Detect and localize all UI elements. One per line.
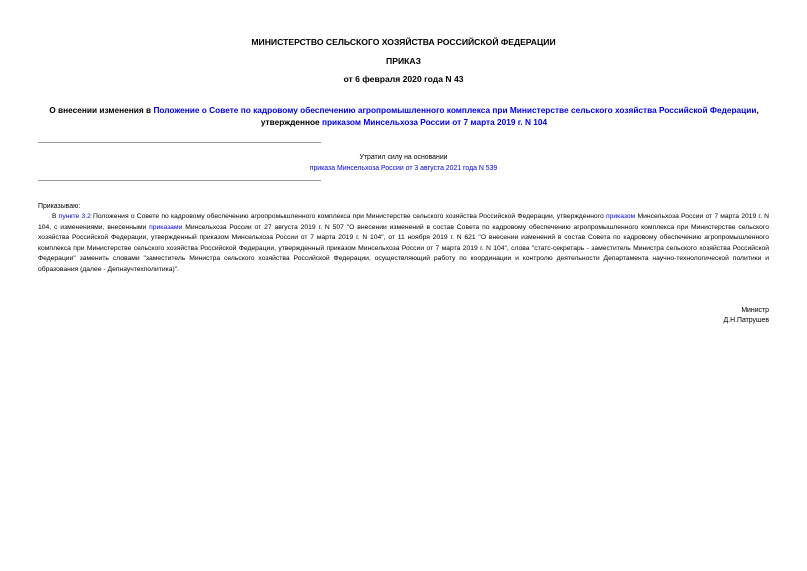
clause-3-2-link[interactable]: пункте 3.2 <box>58 213 91 220</box>
order-paragraph <box>38 212 769 276</box>
paragraph-text-4: Минсельхоза России от 27 августа 2019 г. N 507 "О внесении изменений в состав Совета по кадровому обеспечению агропромышленного комплекса при Министерстве сельского хозяйства Российской Федерации, утвержденный приказом Минсельхоза России от 7 марта 2019 г. N 104", от 11 ноября 2019 г. N 621 "О внесении изменений в состав Совета по кадровому обеспечению агропромышленного комплекса при Министерстве сельского хозяйства Российской Федерации, утвержденный приказом Минсельхоза России от 7 марта 2019 г. N 104", слова "статс-секретарь - заместитель Министра сельского хозяйства Российской Федерации" заменить словами "заместитель Министра сельского хозяйства Российской Федерации, осуществляющий работу по координации и контролю деятельности Департамента научно-технологической политики и образования (далее - Депнаучтехполитика)". <box>38 223 769 273</box>
signer-position: Министр <box>741 307 769 314</box>
order-link[interactable]: приказом <box>605 213 636 220</box>
order-intro: Приказываю: <box>38 203 81 210</box>
lost-force-note: Утратил силу на основании <box>359 154 448 161</box>
document-type: ПРИКАЗ <box>386 56 421 66</box>
order-104-link[interactable]: приказом Минсельхоза России от 7 марта 2019 г. N 104 <box>321 117 548 127</box>
divider-bottom <box>38 180 321 181</box>
document-date-number: от 6 февраля 2020 года N 43 <box>343 74 464 84</box>
title-prefix: О внесении изменения в <box>49 105 154 115</box>
title-middle: , утвержденное <box>260 105 759 127</box>
document-title <box>48 104 760 128</box>
ministry-name: МИНИСТЕРСТВО СЕЛЬСКОГО ХОЗЯЙСТВА РОССИЙСКОЙ ФЕДЕРАЦИИ <box>251 37 556 47</box>
lost-force-link[interactable]: приказа Минсельхоза России от 3 августа 2021 года N 539 <box>309 165 498 172</box>
regulation-link[interactable]: Положение о Совете по кадровому обеспечению агропромышленного комплекса при Министерстве сельского хозяйства Российской Федерации <box>153 105 757 115</box>
orders-link[interactable]: приказами <box>149 223 183 231</box>
paragraph-text-1: В <box>52 213 59 220</box>
paragraph-text-3: Минсельхоза России от 7 марта 2019 г. N 104, с изменениями, внесенными <box>38 213 770 231</box>
paragraph-text-2: Положения о Совете по кадровому обеспечению агропромышленного комплекса при Министерстве сельского хозяйства Российской Федерации, утвержденного <box>90 213 606 220</box>
signer-name: Д.Н.Патрушев <box>723 317 769 324</box>
divider-top <box>38 142 321 143</box>
